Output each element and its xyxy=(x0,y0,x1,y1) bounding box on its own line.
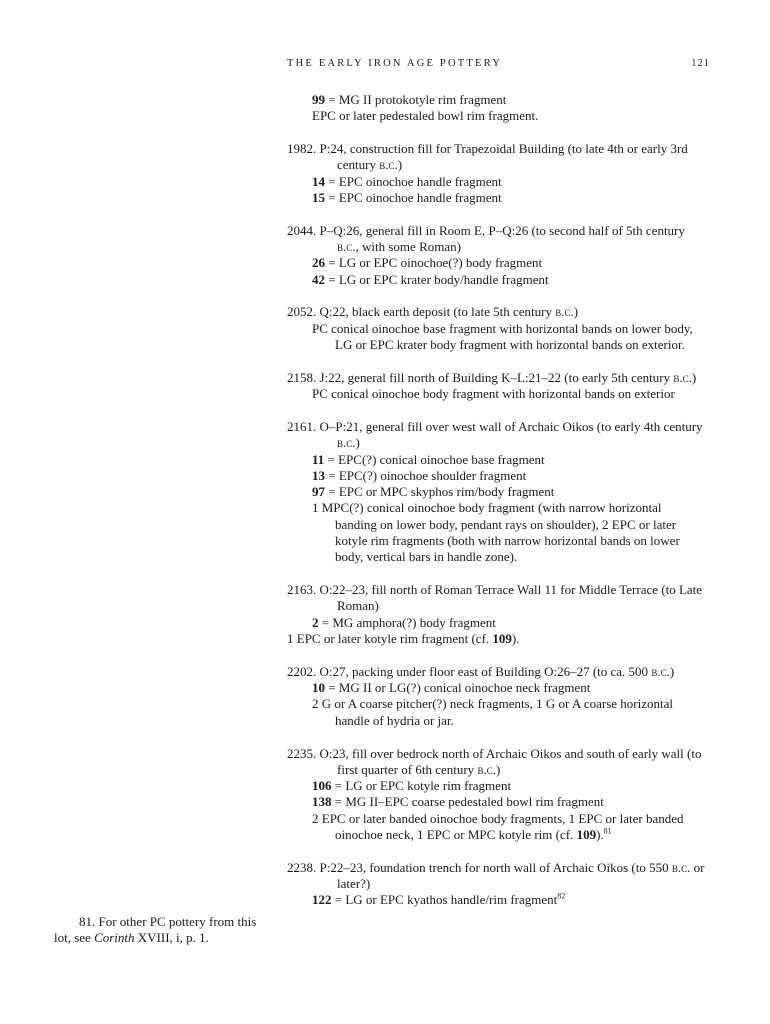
footnote-81: 81. For other PC pottery from this lot, see Corinth XVIII, i, p. 1. xyxy=(54,914,257,946)
list-item: PC conical oinochoe body fragment with horizontal bands on exterior xyxy=(312,386,675,402)
list-item: 1 MPC(?) conical oinochoe body fragment (with narrow horizontal banding on lower body, pendant rays on shoulder), 2 EPC or later kotyle rim fragments (both with narrow horizontal bands on lower body, vertical bars in handle zone). xyxy=(312,500,680,565)
list-item: 11 = EPC(?) conical oinochoe base fragment xyxy=(312,451,545,467)
entry-heading: 2044. P–Q:26, general fill in Room E, P–Q:26 (to second half of 5th century b.c., with some Roman) xyxy=(287,222,685,255)
entry-heading: 2235. O:23, fill over bedrock north of Archaic Oikos and south of early wall (to first quarter of 6th century b.c.) xyxy=(287,745,702,777)
list-item: 42 = LG or EPC krater body/handle fragment xyxy=(312,271,549,287)
entry-2235 xyxy=(287,746,705,844)
entry-heading: 2158. J:22, general fill north of Building K–L:21–22 (to early 5th century b.c.) xyxy=(287,369,697,385)
list-item: EPC or later pedestaled bowl rim fragment. xyxy=(312,108,539,124)
list-item: 15 = EPC oinochoe handle fragment xyxy=(312,189,502,205)
list-item: 106 = LG or EPC kotyle rim fragment xyxy=(312,778,512,794)
deposit-list xyxy=(287,92,705,925)
entry-2163 xyxy=(287,582,705,647)
footnote-reference[interactable]: 81 xyxy=(603,826,612,836)
entry-heading: 2052. Q:22, black earth deposit (to late 5th century b.c.) xyxy=(287,304,579,320)
entry-heading: 1982. P:24, construction fill for Trapezoidal Building (to late 4th or early 3rd century b.c.) xyxy=(287,141,688,173)
entry-heading: 2238. P:22–23, foundation trench for north wall of Archaic Oikos (to 550 b.c. or later?) xyxy=(287,859,705,892)
entry-2052 xyxy=(287,304,705,353)
list-item: 14 = EPC oinochoe handle fragment xyxy=(312,173,502,189)
entry-1982 xyxy=(287,141,705,206)
entry-heading: 2202. O:27, packing under floor east of Building O:26–27 (to ca. 500 b.c.) xyxy=(287,663,675,679)
list-item: 138 = MG II–EPC coarse pedestaled bowl rim fragment xyxy=(312,794,604,810)
list-item: PC conical oinochoe base fragment with horizontal bands on lower body, LG or EPC krater body fragment with horizontal bands on exterior. xyxy=(312,320,693,353)
running-title: THE EARLY IRON AGE POTTERY xyxy=(287,58,503,69)
entry-2161 xyxy=(287,419,705,566)
list-item: 122 = LG or EPC kyathos handle/rim fragment$^{82}$ xyxy=(312,892,566,908)
list-item: 99 = MG II protokotyle rim fragment xyxy=(312,92,507,107)
entry-heading: 2163. O:22–23, fill north of Roman Terrace Wall 11 for Middle Terrace (to Late Roman) xyxy=(287,582,703,614)
entry-2044 xyxy=(287,223,705,288)
list-item: 2 = MG amphora(?) body fragment xyxy=(312,614,496,630)
entry-heading: 2161. O–P:21, general fill over west wall of Archaic Oikos (to early 4th century b.c.) xyxy=(287,418,703,451)
list-item: 26 = LG or EPC oinochoe(?) body fragment xyxy=(312,255,543,271)
list-item: 1 EPC or later kotyle rim fragment (cf. 109). xyxy=(287,631,520,647)
list-item: 2 EPC or later banded oinochoe body fragments, 1 EPC or later banded oinochoe neck, 1 EPC or MPC kotyle rim (cf. 109).$^{81}$ xyxy=(312,810,684,842)
entry-2238 xyxy=(287,860,705,909)
entry-2202 xyxy=(287,664,705,729)
list-item: 2 G or A coarse pitcher(?) neck fragments, 1 G or A coarse horizontal handle of hydria or jar. xyxy=(312,696,673,728)
entry-2158 xyxy=(287,370,705,403)
entry-top-continuation xyxy=(287,92,705,125)
page-number: 121 xyxy=(691,58,710,69)
list-item: 13 = EPC(?) oinochoe shoulder fragment xyxy=(312,467,527,483)
list-item: 97 = EPC or MPC skyphos rim/body fragment xyxy=(312,484,555,500)
footnote-reference[interactable]: 82 xyxy=(557,892,566,902)
list-item: 10 = MG II or LG(?) conical oinochoe neck fragment xyxy=(312,680,591,696)
